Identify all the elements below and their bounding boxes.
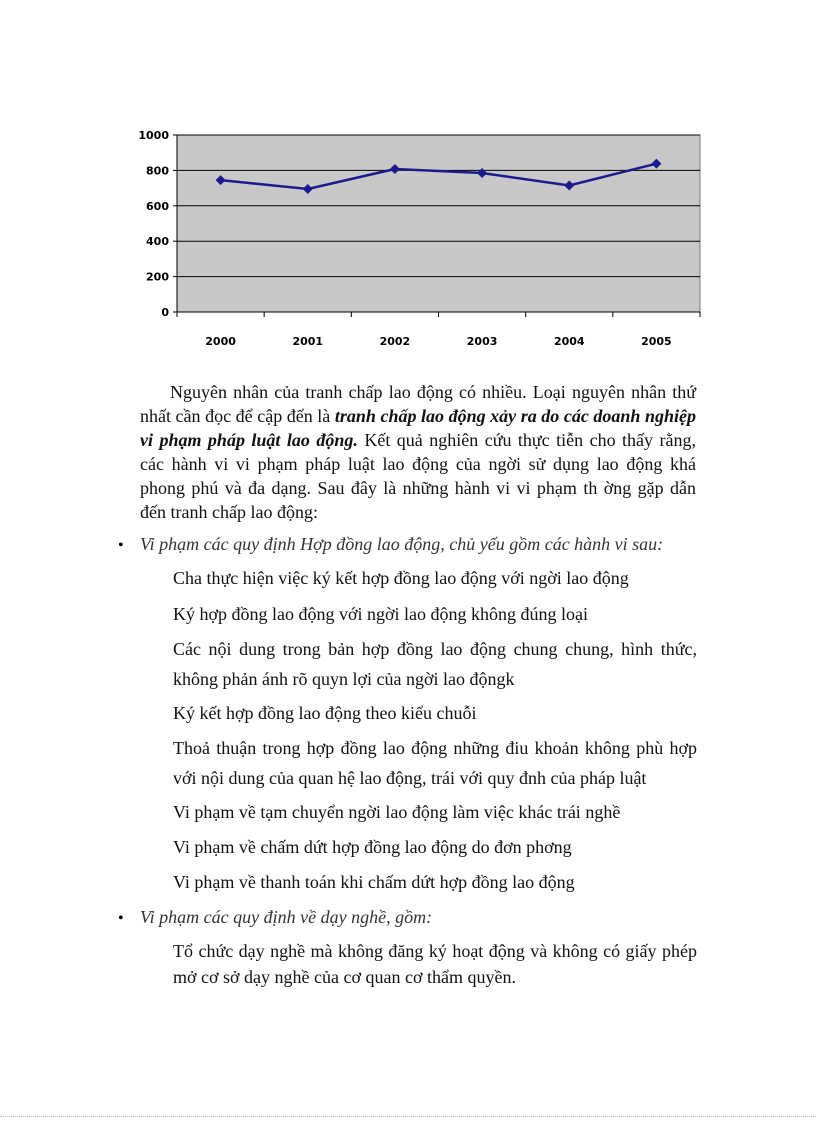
bullet-contract-violations [118, 532, 708, 558]
x-tick-label: 2005 [641, 335, 672, 348]
plot-area [177, 135, 700, 312]
paragraph-intro: Nguyên nhân của tranh chấp lao động có nhiều. Loại nguyên nhân thứ nhất cần đọc để cập đến là [140, 382, 696, 426]
y-tick-label: 200 [146, 270, 169, 284]
x-tick-label: 2000 [205, 335, 236, 348]
x-tick-label: 2003 [466, 335, 498, 348]
list-item: Vi phạm về tạm chuyển ngời lao động làm việc khác trái nghề [173, 802, 621, 822]
paragraph-emphasis: tranh chấp lao động xảy ra do các doanh nghiệp vi phạm pháp luật lao động. [140, 406, 697, 450]
list-item: Tổ chức dạy nghề mà không đăng ký hoạt động và không có giấy phép mở cơ sở dạy nghề của cơ quan cơ thẩm quyền. [173, 941, 697, 987]
list-item: Ký hợp đồng lao động với ngời lao động không đúng loại [173, 604, 589, 624]
list-item: Vi phạm về thanh toán khi chấm dứt hợp đồng lao động [173, 872, 575, 892]
x-tick-label: 2004 [553, 335, 585, 348]
list-item: Các nội dung trong bản hợp đồng lao động chung chung, hình thức, không phản ánh rõ quyn lợi của ngời lao độngk [173, 639, 697, 689]
y-tick-label: 800 [146, 164, 169, 178]
bullet-vocational-violations [118, 905, 708, 931]
y-tick-label: 0 [161, 306, 169, 319]
bullet-text: Vi phạm các quy định về dạy nghề, gồm: [140, 907, 433, 927]
body-paragraph [140, 380, 696, 524]
paragraph-rest: Kết quả nghiên cứu thực tiễn cho thấy rằng, các hành vi vi phạm pháp luật lao động của ngời sử dụng lao động khá phong phú và đa dạng. Sau đây là những hành vi vi phạm th ờng gặp dẫn đến tranh chấp lao động: [140, 430, 696, 522]
page-bottom-rule [0, 1116, 816, 1117]
x-tick-label: 2002 [379, 335, 411, 348]
list-item: Cha thực hiện việc ký kết hợp đồng lao động với ngời lao động [173, 568, 629, 588]
list-item: Ký kết hợp đồng lao động theo kiểu chuỗi [173, 703, 477, 723]
list-item: Vi phạm về chấm dứt hợp đồng lao động do đơn phơng [173, 837, 572, 857]
y-tick-label: 400 [146, 235, 169, 249]
bullet-text: Vi phạm các quy định Hợp đồng lao động, chủ yếu gồm các hành vi sau: [140, 534, 664, 554]
y-tick-label: 1000 [138, 129, 169, 142]
line-chart [130, 120, 710, 360]
list-item: Thoả thuận trong hợp đồng lao động những điu khoản không phù hợp với nội dung của quan hệ lao động, trái với quy đnh của pháp luật [173, 738, 697, 788]
bullet-dot-icon: • [118, 537, 124, 554]
y-tick-label: 600 [146, 199, 169, 213]
x-tick-label: 2001 [292, 335, 324, 348]
bullet-dot-icon: • [118, 910, 124, 927]
